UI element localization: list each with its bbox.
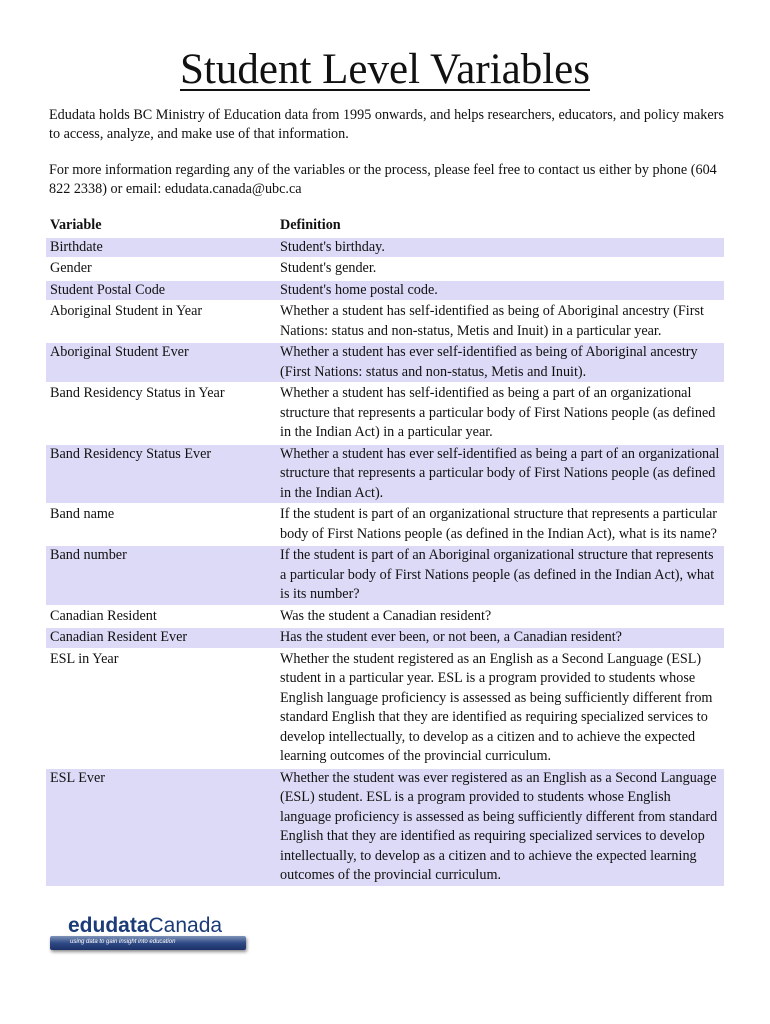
- definition-cell: Whether the student registered as an English as a Second Language (ESL) student in a particular year. ESL is a program provided to students whose English language proficiency is assessed as being sufficiently different from standard English that they are identified as requiring specialized services to develop intellectually, to develop as a citizen and to achieve the expected learning outcomes of the provincial curriculum.: [280, 650, 713, 764]
- definition-cell: Whether the student was ever registered as an English as a Second Language (ESL) student. ESL is a program provided to students whose English language proficiency is assessed as being sufficiently different from standard English that they are identified as requiring specialized services to develop intellectually, to develop as a citizen and to achieve the expected learning outcomes of the provincial curriculum.: [276, 769, 724, 886]
- table-row: [46, 546, 724, 605]
- definition-column-header: Definition: [280, 217, 341, 233]
- definition-cell: Student's home postal code.: [276, 281, 724, 301]
- intro-paragraph: Edudata holds BC Ministry of Education data from 1995 onwards, and helps researchers, educators, and policy makers to access, analyze, and make use of that information.: [49, 107, 724, 142]
- definition-cell: Whether a student has ever self-identified as being of Aboriginal ancestry (First Nations: status and non-status, Metis and Inuit).: [276, 343, 724, 382]
- logo-tagline: using data to gain insight into education: [70, 939, 176, 945]
- variables-table: [46, 214, 724, 888]
- variable-cell: Canadian Resident: [50, 607, 157, 624]
- variable-cell: ESL in Year: [50, 650, 119, 667]
- table-row: [46, 650, 724, 767]
- variable-cell: Band Residency Status in Year: [50, 385, 225, 401]
- definition-cell: If the student is part of an organizational structure that represents a particular body of First Nations people (as defined in the Indian Act), what is its name?: [280, 506, 718, 542]
- definition-cell: If the student is part of an Aboriginal organizational structure that represents a particular body of First Nations people (as defined in the Indian Act), what is its number?: [276, 546, 724, 605]
- variable-cell: Band Residency Status Ever: [46, 445, 276, 504]
- table-row: [46, 343, 724, 382]
- variable-cell: Aboriginal Student in Year: [50, 303, 203, 319]
- contact-paragraph: For more information regarding any of the variables or the process, please feel free to contact us either by phone (604 822 2338) or email: edudata.canada@ubc.ca: [49, 162, 717, 197]
- variable-column-header: Variable: [50, 217, 102, 233]
- variable-cell: Aboriginal Student Ever: [46, 343, 276, 382]
- definition-cell: Whether a student has ever self-identified as being a part of an organizational structure that represents a particular body of First Nations people (as defined in the Indian Act).: [276, 445, 724, 504]
- table-row: [46, 445, 724, 504]
- table-row: [46, 281, 724, 301]
- definition-cell: Whether a student has self-identified as being of Aboriginal ancestry (First Nations: status and non-status, Metis and Inuit) in a particular year.: [280, 303, 704, 339]
- table-row: [46, 505, 724, 544]
- definition-cell: Student's gender.: [280, 260, 377, 276]
- table-row: [46, 628, 724, 648]
- variable-cell: Student Postal Code: [46, 281, 276, 301]
- variable-cell: Band name: [50, 506, 115, 522]
- logo-word-regular: Canada: [148, 914, 223, 937]
- variable-cell: Gender: [50, 260, 92, 276]
- definition-cell: Has the student ever been, or not been, a Canadian resident?: [276, 628, 724, 648]
- table-row: [46, 259, 724, 279]
- logo-word-bold: edudata: [68, 914, 149, 937]
- edudata-canada-logo: [46, 914, 248, 956]
- table-header-row: [46, 216, 724, 236]
- table-row: [46, 607, 724, 627]
- table-row: [46, 302, 724, 341]
- table-row: [46, 238, 724, 258]
- variable-cell: Canadian Resident Ever: [46, 628, 276, 648]
- variable-cell: ESL Ever: [46, 769, 276, 886]
- variable-cell: Band number: [46, 546, 276, 605]
- page-title: Student Level Variables: [180, 46, 590, 93]
- table-body: [46, 238, 724, 886]
- definition-cell: Whether a student has self-identified as being a part of an organizational structure that represents a particular body of First Nations people (as defined in the Indian Act) in a particular year.: [280, 385, 716, 440]
- table-row: [46, 384, 724, 443]
- definition-cell: Was the student a Canadian resident?: [280, 607, 492, 624]
- table-row: [46, 769, 724, 886]
- logo-wordmark: [68, 914, 222, 938]
- definition-cell: Student's birthday.: [276, 238, 724, 258]
- variable-cell: Birthdate: [46, 238, 276, 258]
